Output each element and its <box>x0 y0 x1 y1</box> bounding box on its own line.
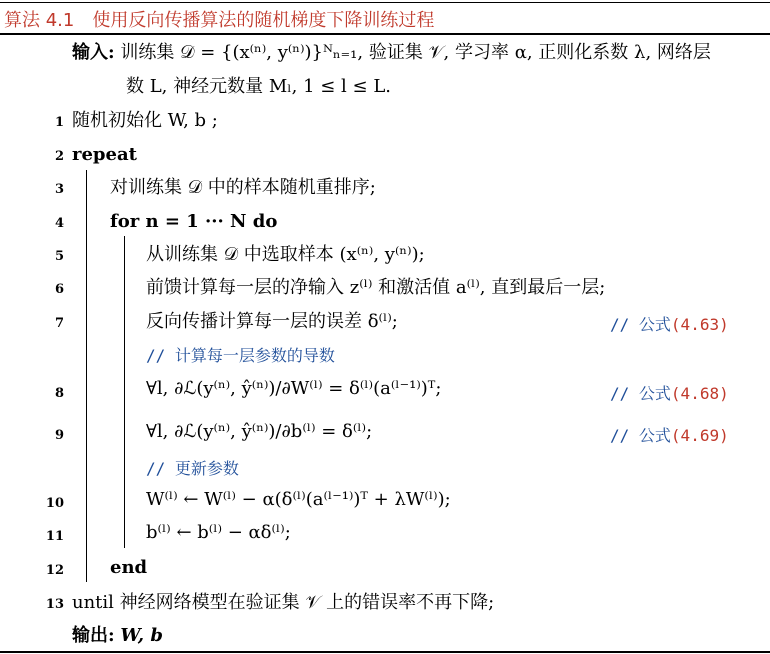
step-3: 对训练集 𝒟 中的样本随机重排序; <box>110 177 376 198</box>
input-text-2: 数 L, 神经元数量 Mₗ, 1 ≤ l ≤ L. <box>126 76 392 97</box>
step-number-9: 9 <box>54 428 64 443</box>
step-number-6: 6 <box>54 282 64 297</box>
caption-rule <box>0 33 770 35</box>
step-13: until 神经网络模型在验证集 𝒱 上的错误率不再下降; <box>72 592 495 613</box>
input-line-1 <box>72 42 711 64</box>
step-number-1: 1 <box>54 115 64 130</box>
input-label: 输入: <box>72 42 115 63</box>
step-12: end <box>110 557 148 578</box>
bottom-rule <box>0 651 770 653</box>
step-8: ∀l, ∂ℒ(y⁽ⁿ⁾, ŷ⁽ⁿ⁾)/∂W⁽ˡ⁾ = δ⁽ˡ⁾(a⁽ˡ⁻¹⁾)ᵀ; <box>146 378 442 399</box>
comment-eq-4-63: // 公式(4.63) <box>610 315 729 334</box>
step-number-11: 11 <box>45 529 64 544</box>
input-text-1: 训练集 𝒟 = {(x⁽ⁿ⁾, y⁽ⁿ⁾)}ᴺₙ₌₁, 验证集 𝒱, 学习率 α, 正则化系数 λ, 网络层 <box>120 42 711 63</box>
top-rule <box>0 2 770 3</box>
caption-number: 算法 4.1 <box>4 10 75 31</box>
output-label: 输出: <box>72 625 115 646</box>
comment-label: 公式 <box>638 315 671 334</box>
input-line-2 <box>126 76 391 98</box>
for-block-bar <box>124 236 125 548</box>
step-number-12: 12 <box>45 563 64 578</box>
step-number-3: 3 <box>54 182 64 197</box>
comment-derivatives: // 计算每一层参数的导数 <box>146 346 335 365</box>
repeat-block-bar <box>86 170 87 582</box>
caption-title: 使用反向传播算法的随机梯度下降训练过程 <box>92 10 435 31</box>
equation-ref: (4.63) <box>670 315 729 334</box>
step-number-4: 4 <box>54 216 64 231</box>
step-2: repeat <box>72 144 137 165</box>
output-line <box>72 625 163 647</box>
comment-update-params: // 更新参数 <box>146 459 239 478</box>
step-4: for n = 1 ··· N do <box>110 211 278 232</box>
step-number-10: 10 <box>45 496 64 511</box>
comment-eq-4-68: // 公式(4.68) <box>610 384 729 403</box>
step-11: b⁽ˡ⁾ ← b⁽ˡ⁾ − αδ⁽ˡ⁾; <box>146 522 291 543</box>
algorithm-caption <box>4 6 434 32</box>
step-number-5: 5 <box>54 249 64 264</box>
step-5: 从训练集 𝒟 中选取样本 (x⁽ⁿ⁾, y⁽ⁿ⁾); <box>146 244 425 265</box>
step-1: 随机初始化 W, b ; <box>72 110 218 131</box>
comment-eq-4-69: // 公式(4.69) <box>610 426 729 445</box>
step-6: 前馈计算每一层的净输入 z⁽ˡ⁾ 和激活值 a⁽ˡ⁾, 直到最后一层; <box>146 277 606 298</box>
step-number-7: 7 <box>54 316 64 331</box>
step-number-8: 8 <box>54 386 64 401</box>
step-9: ∀l, ∂ℒ(y⁽ⁿ⁾, ŷ⁽ⁿ⁾)/∂b⁽ˡ⁾ = δ⁽ˡ⁾; <box>146 421 373 442</box>
step-10: W⁽ˡ⁾ ← W⁽ˡ⁾ − α(δ⁽ˡ⁾(a⁽ˡ⁻¹⁾)ᵀ + λW⁽ˡ⁾); <box>146 489 451 510</box>
output-text: W, b <box>120 625 163 646</box>
step-number-13: 13 <box>45 597 64 612</box>
step-number-2: 2 <box>54 149 64 164</box>
step-7: 反向传播计算每一层的误差 δ⁽ˡ⁾; <box>146 311 398 332</box>
